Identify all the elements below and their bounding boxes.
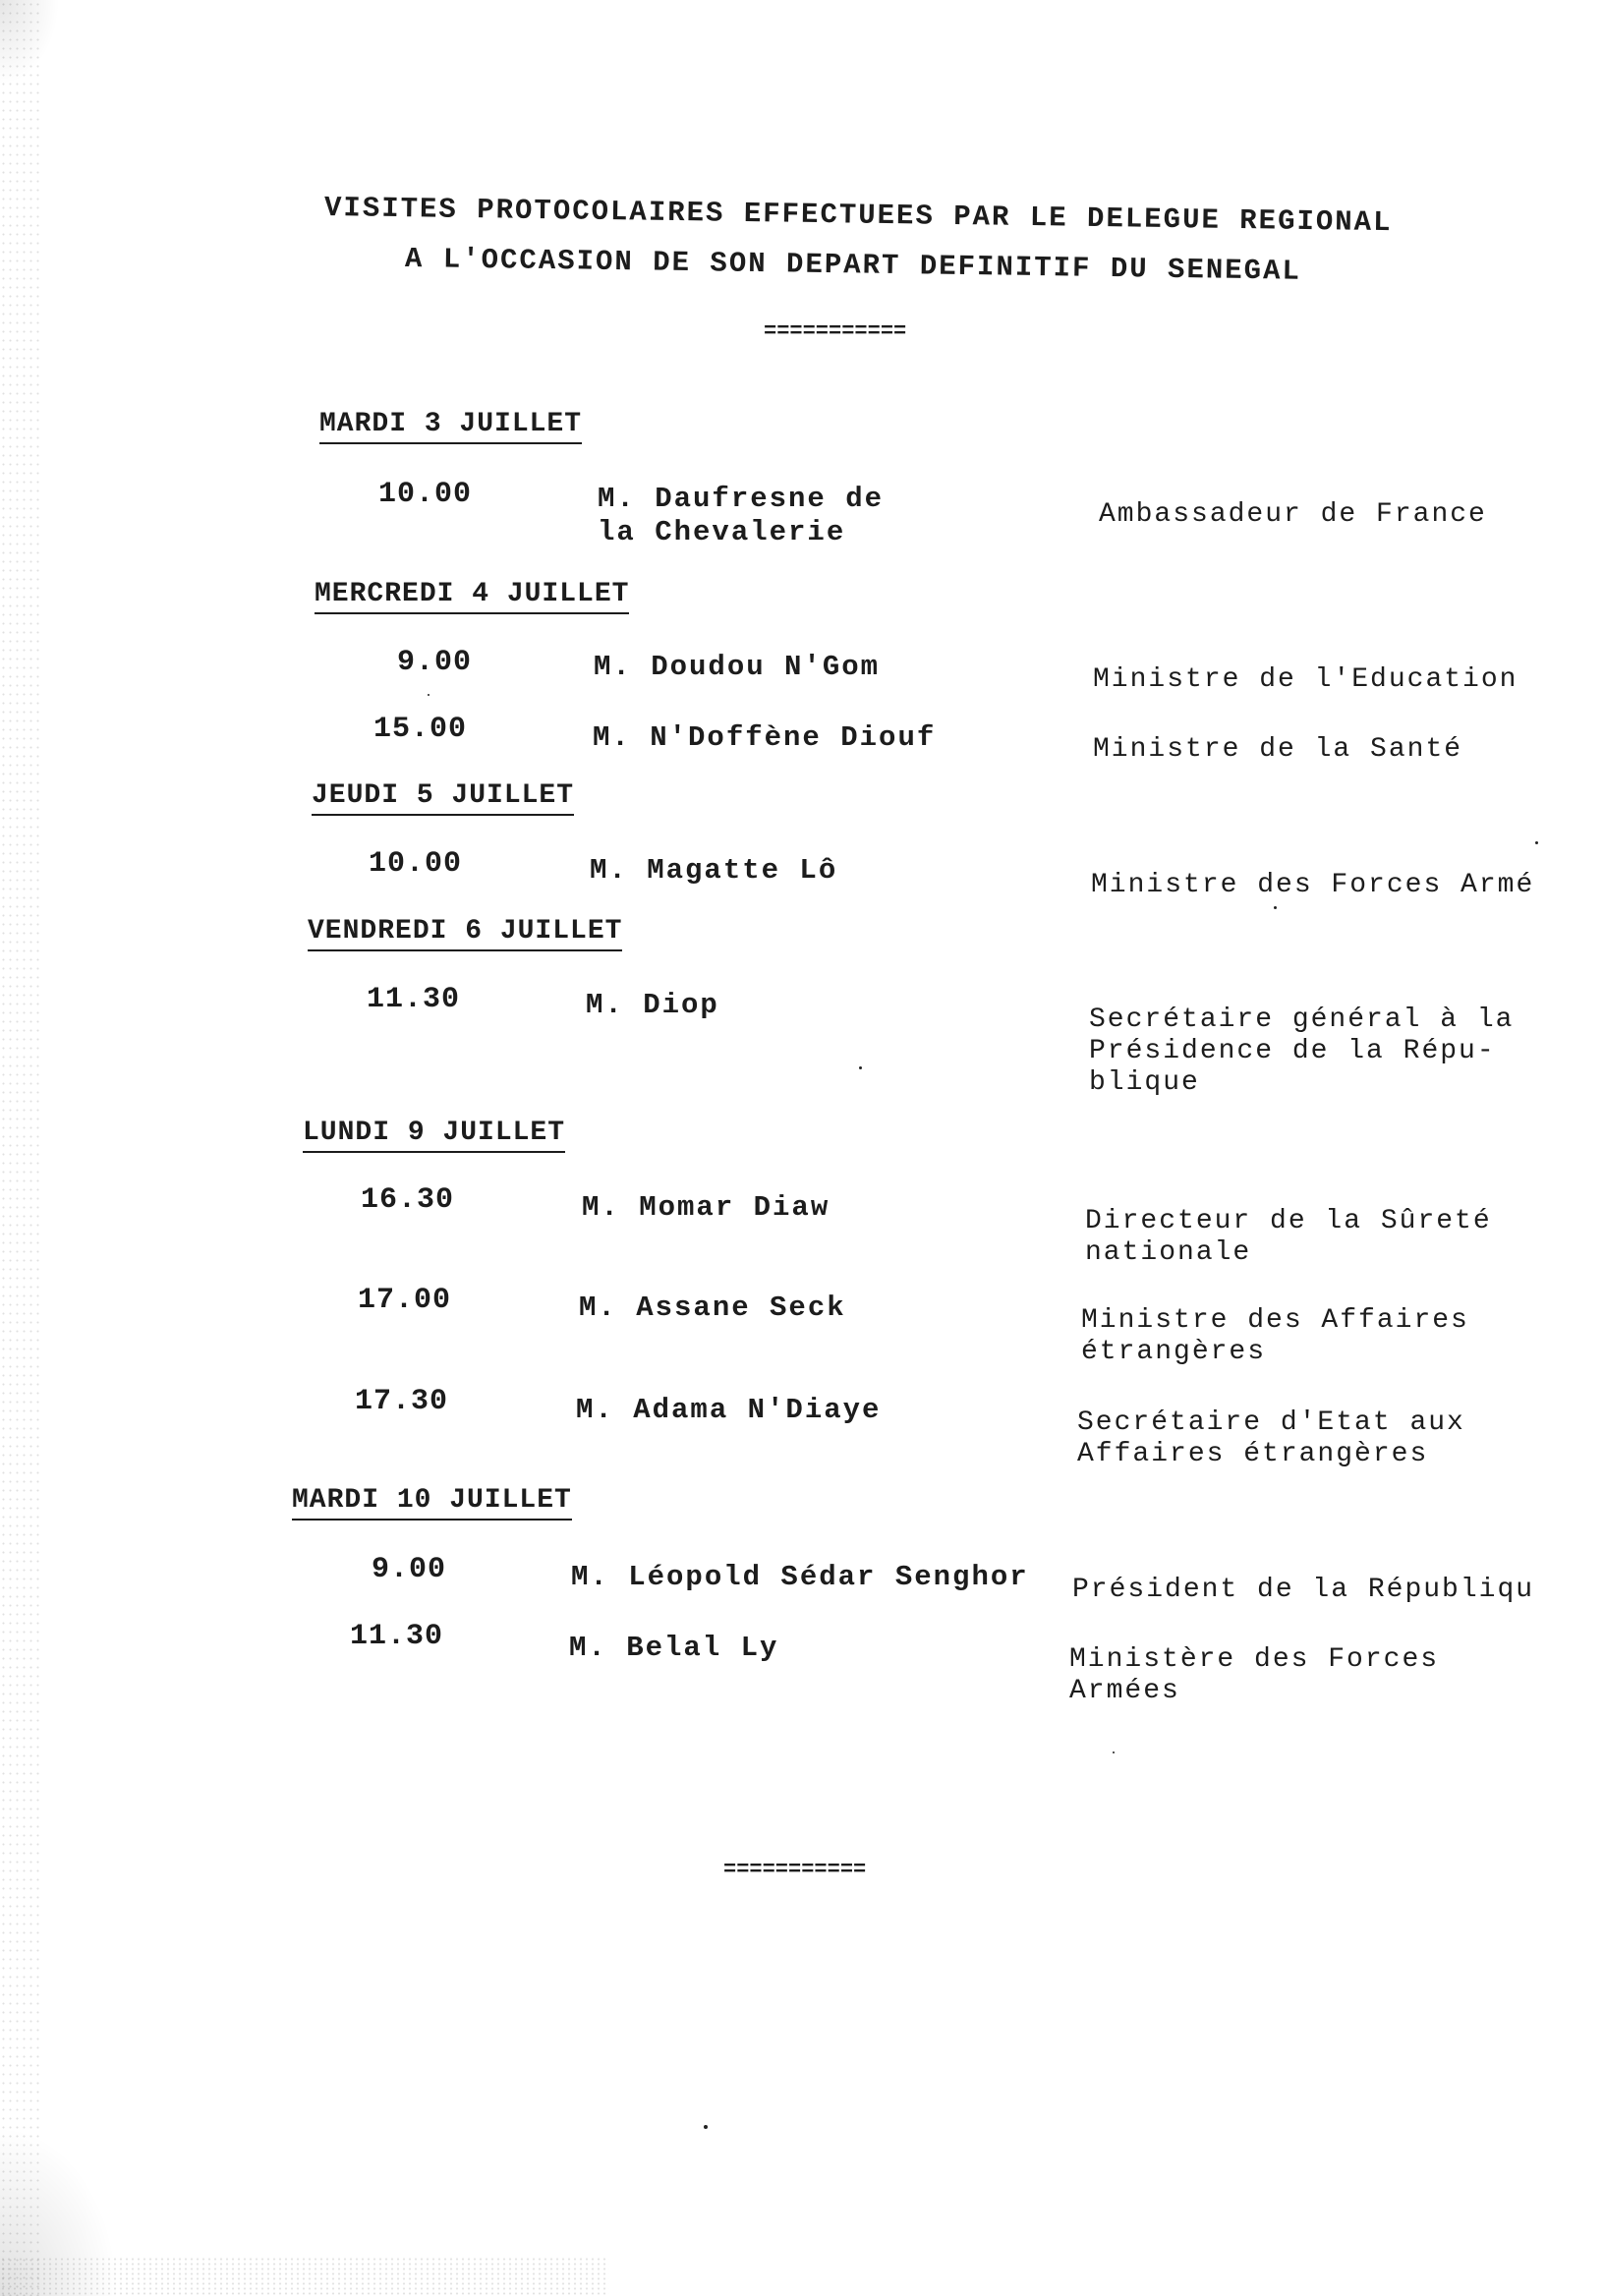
visit-time: 10.00 (369, 847, 463, 881)
visit-person: M. Assane Seck (579, 1292, 846, 1324)
visit-person: M. Diop (586, 989, 719, 1021)
visit-person: M. Belal Ly (569, 1632, 779, 1664)
visit-role: Secrétaire d'Etat aux Affaires étrangères (1077, 1407, 1465, 1469)
scan-dot (428, 694, 430, 696)
day-heading: MERCREDI 4 JUILLET (315, 579, 629, 614)
visit-role: Directeur de la Sûreté nationale (1085, 1206, 1492, 1268)
visit-time: 17.00 (358, 1284, 452, 1317)
visit-time: 11.30 (350, 1620, 444, 1653)
visit-person: M. Léopold Sédar Senghor (571, 1561, 1029, 1593)
visit-person: M. Momar Diaw (582, 1191, 831, 1224)
separator-top: =========== (764, 319, 907, 344)
visit-role: Secrétaire général à la Présidence de la Répu- blique (1089, 1004, 1515, 1098)
day-heading: LUNDI 9 JUILLET (303, 1118, 565, 1153)
title-line-2: A L'OCCASION DE SON DEPART DEFINITIF DU SENEGAL (404, 243, 1302, 288)
visit-role: Ambassadeur de France (1099, 499, 1487, 530)
visit-role: Ministre des Affaires étrangères (1081, 1305, 1469, 1367)
scan-dot (859, 1066, 862, 1069)
visit-person: M. N'Doffène Diouf (593, 721, 937, 754)
title-line-1: VISITES PROTOCOLAIRES EFFECTUEES PAR LE DELEGUE REGIONAL (323, 192, 1393, 240)
visit-time: 9.00 (397, 646, 473, 679)
visit-person: M. Daufresne de la Chevalerie (598, 483, 885, 548)
scan-dot (1113, 1751, 1115, 1753)
visit-time: 11.30 (367, 983, 461, 1016)
visit-time: 15.00 (373, 713, 468, 746)
visit-time: 10.00 (378, 478, 473, 511)
visit-time: 17.30 (355, 1385, 449, 1418)
visit-role: Ministre des Forces Armé (1091, 870, 1535, 900)
day-heading: VENDREDI 6 JUILLET (308, 916, 622, 951)
visit-person: M. Adama N'Diaye (576, 1394, 882, 1426)
scan-dot (1535, 841, 1538, 844)
scan-bottom-noise (0, 2257, 609, 2296)
day-heading: JEUDI 5 JUILLET (312, 780, 574, 816)
visit-person: M. Doudou N'Gom (594, 651, 881, 683)
visit-role: Ministère des Forces Armées (1069, 1644, 1440, 1706)
scan-dot (1274, 906, 1277, 909)
separator-bottom: =========== (723, 1858, 867, 1882)
visit-role: Ministre de la Santé (1093, 734, 1463, 765)
scan-edge-noise (0, 0, 39, 2296)
scan-dot (704, 2125, 708, 2129)
visit-person: M. Magatte Lô (590, 854, 838, 887)
visit-time: 9.00 (372, 1553, 447, 1586)
day-heading: MARDI 10 JUILLET (292, 1485, 572, 1521)
day-heading: MARDI 3 JUILLET (319, 409, 582, 444)
visit-role: Président de la Républiqu (1072, 1575, 1535, 1605)
visit-time: 16.30 (361, 1183, 455, 1217)
visit-role: Ministre de l'Education (1093, 664, 1518, 695)
